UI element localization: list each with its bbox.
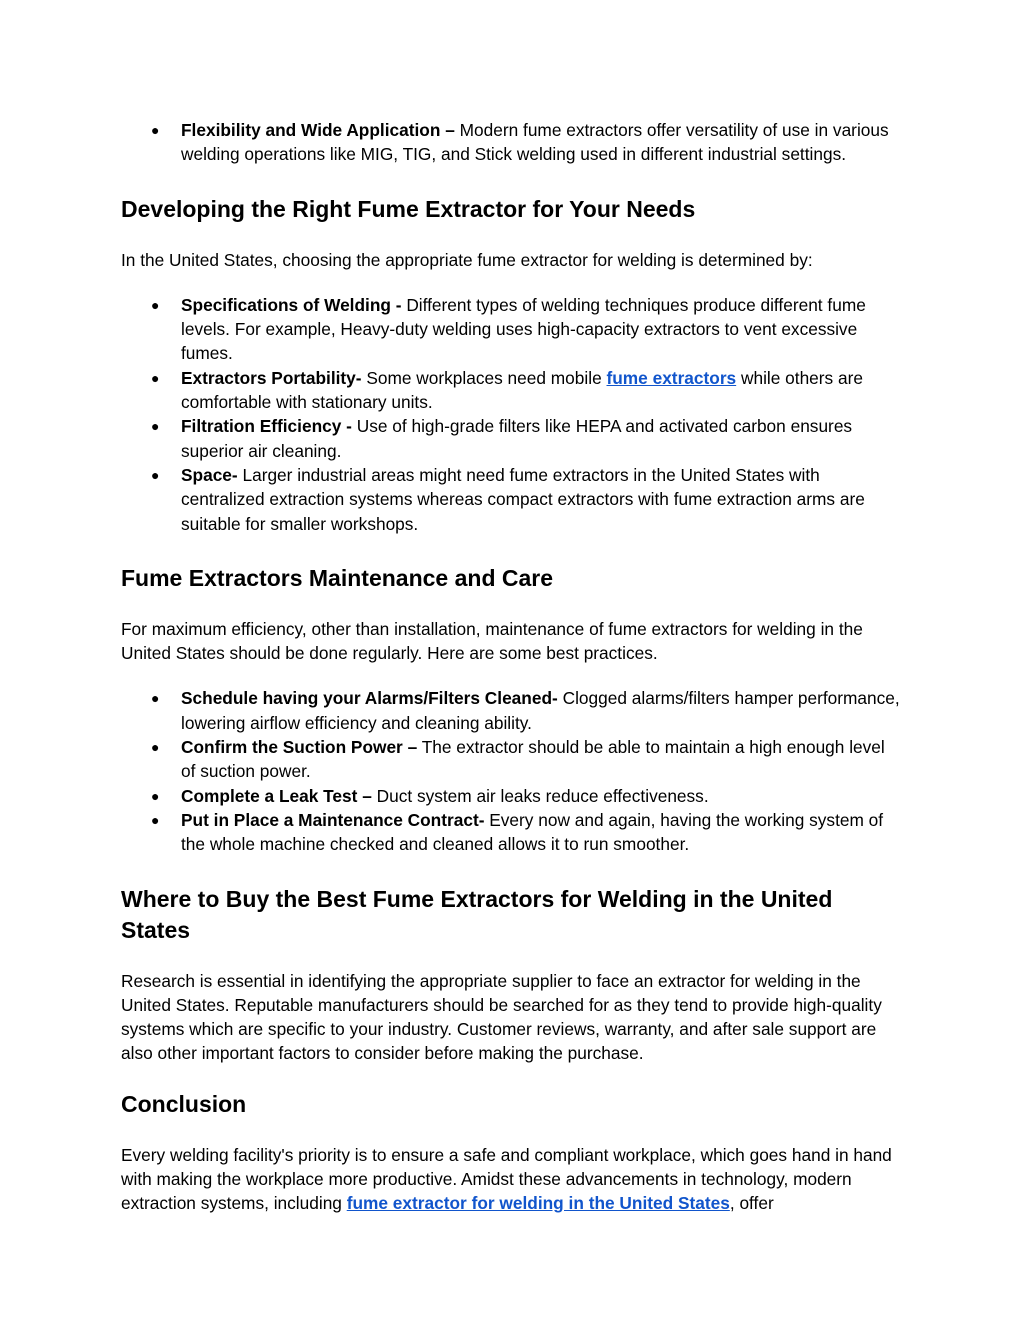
bullet-title: Schedule having your Alarms/Filters Cleaned-	[181, 688, 558, 709]
bullet-text: Use of high-grade filters like HEPA and activated carbon ensures superior air cleaning.	[181, 416, 853, 461]
list-item	[121, 118, 901, 167]
bullet-text: Some workplaces need mobile	[361, 367, 607, 388]
bullet-icon: ●	[151, 787, 160, 804]
bullet-text: The extractor should be able to maintain a high enough level of suction power.	[181, 737, 885, 782]
bullet-title: Confirm the Suction Power –	[181, 737, 418, 758]
section-heading-where-to-buy: Where to Buy the Best Fume Extractors for Welding in the United States	[121, 885, 833, 943]
bullet-icon: ●	[151, 418, 160, 435]
bullet-text: Clogged alarms/filters hamper performance, lowering airflow efficiency and cleaning ability.	[181, 688, 900, 733]
list-item	[121, 293, 901, 366]
bullet-text: Duct system air leaks reduce effectiveness.	[371, 785, 709, 806]
list-item	[121, 784, 901, 808]
bullet-title: Space-	[181, 464, 238, 485]
bullet-icon: ●	[151, 811, 160, 828]
right-extractor-bullet-list	[121, 293, 901, 536]
maintenance-bullet-list	[121, 686, 901, 856]
bullet-title: Complete a Leak Test –	[181, 785, 372, 806]
bullet-icon: ●	[151, 739, 160, 756]
section-intro-right-extractor: In the United States, choosing the appropriate fume extractor for welding is determined by:	[121, 249, 813, 270]
fume-extractor-welding-link[interactable]: fume extractor for welding in the United States	[346, 1193, 730, 1214]
section-heading-conclusion: Conclusion	[121, 1090, 247, 1117]
fume-extractors-link[interactable]: fume extractors	[606, 367, 737, 388]
document-body	[121, 118, 901, 1216]
bullet-text: Every now and again, having the working system of the whole machine checked and cleaned allows it to run smoother.	[181, 809, 884, 855]
conclusion-text: , offer	[729, 1193, 774, 1214]
list-item	[121, 686, 901, 735]
bullet-icon: ●	[151, 466, 160, 483]
bullet-title: Specifications of Welding -	[181, 294, 402, 315]
bullet-icon: ●	[151, 122, 160, 138]
bullet-text: Different types of welding techniques produce different fume levels. For example, Heavy-duty welding uses high-capacity extractors to vent excessive fumes.	[181, 294, 866, 364]
list-item	[121, 414, 901, 463]
conclusion-text: Every welding facility's priority is to ensure a safe and compliant workplace, which goes hand in hand with making the workplace more productive. Amidst these advancements in technology, modern extraction systems, including	[121, 1144, 892, 1214]
list-item	[121, 463, 901, 536]
bullet-text: Modern fume extractors offer versatility of use in various welding operations like MIG, TIG, and Stick welding used in different industrial settings.	[181, 120, 889, 165]
bullet-icon: ●	[151, 369, 160, 386]
bullet-text: while others are comfortable with stationary units.	[181, 367, 863, 413]
bullet-title: Flexibility and Wide Application –	[181, 120, 455, 140]
bullet-title: Filtration Efficiency -	[181, 416, 352, 437]
bullet-icon: ●	[151, 690, 160, 707]
bullet-title: Put in Place a Maintenance Contract-	[181, 809, 485, 830]
section-body-conclusion	[121, 1143, 901, 1216]
list-item	[121, 735, 901, 784]
list-item	[121, 366, 901, 415]
bullet-text: Larger industrial areas might need fume extractors in the United States with centralized extraction systems whereas compact extractors with fume extraction arms are suitable for smaller workshops.	[181, 464, 865, 534]
section-heading-maintenance: Fume Extractors Maintenance and Care	[121, 564, 554, 591]
section-intro-maintenance: For maximum efficiency, other than installation, maintenance of fume extractors for welding in the United States should be done regularly. Here are some best practices.	[121, 618, 863, 664]
list-item	[121, 808, 901, 857]
section-heading-right-extractor: Developing the Right Fume Extractor for Your Needs	[121, 195, 696, 222]
bullet-icon: ●	[151, 296, 160, 313]
bullet-title: Extractors Portability-	[181, 367, 362, 388]
section-body-where-to-buy: Research is essential in identifying the appropriate supplier to face an extractor for welding in the United States. Reputable manufacturers should be searched for as they tend to provide high-quality systems which are specific to your industry. Customer reviews, warranty, and after sale support are also other important factors to consider before making the purchase.	[121, 970, 882, 1064]
intro-bullet-list	[121, 118, 901, 167]
